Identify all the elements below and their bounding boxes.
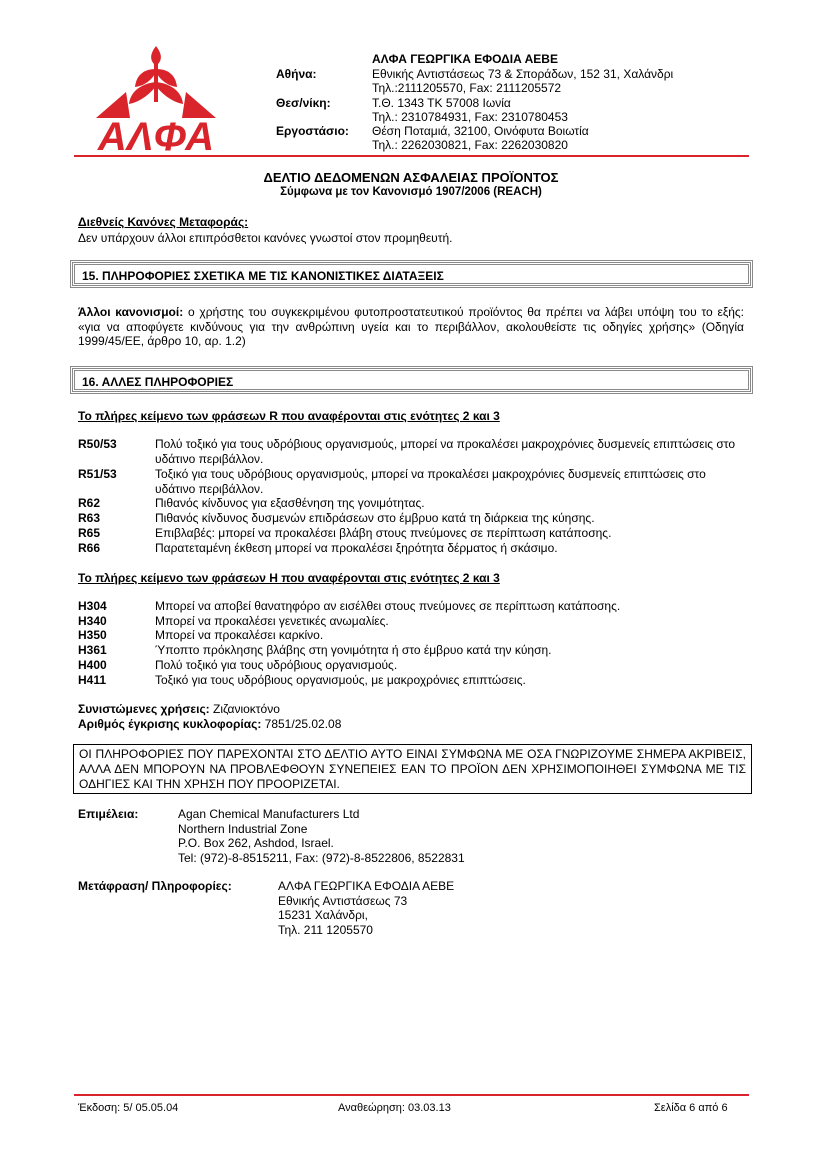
disclaimer-notice: ΟΙ ΠΛΗΡΟΦΟΡΙΕΣ ΠΟΥ ΠΑΡΕΧΟΝΤΑΙ ΣΤΟ ΔΕΛΤΙΟ ΑΥΤΟ ΕΙΝΑΙ ΣΥΜΦΩΝΑ ΜΕ ΟΣΑ ΓΝΩΡΙΖΟΥΜΕ ΣΗΜΕΡΑ ΑΚΡΙΒΕΙΣ, ΑΛΛΑ ΔΕΝ ΜΠΟΡΟΥΝ ΝΑ ΠΡΟΒΛΕΦΘΟΥΝ ΣΥΝΕΠΕΙΕΣ ΕΑΝ ΤΟ ΠΡΟΪΟΝ ΔΕΝ ΧΡΗΣΙΜΟΠΟΙΗΘΕΙ ΣΥΜΦΩΝΑ ΜΕ ΤΙΣ ΟΔΗΓΙΕΣ ΚΑΙ ΤΗΝ ΧΡΗΣΗ ΠΟΥ ΠΡΟΟΡΙΖΕΤΑΙ.	[73, 744, 752, 794]
editor-line: P.O. Box 262, Ashdod, Israel.	[178, 836, 334, 850]
h-phrase-code: H304	[78, 599, 107, 613]
h-phrase-text: Τοξικό για τους υδρόβιους οργανισμούς, με μακροχρόνιες επιπτώσεις.	[155, 673, 526, 687]
r-phrase-text: Πιθανός κίνδυνος για εξασθένηση της γονιμότητας.	[155, 496, 425, 510]
document-subtitle: Σύμφωνα με τον Κανονισμό 1907/2006 (REACH)	[280, 186, 542, 198]
translation-label: Μετάφραση/ Πληροφορίες:	[78, 879, 232, 893]
footer-edition: Έκδοση: 5/ 05.05.04	[78, 1102, 179, 1114]
h-phrase-code: H350	[78, 628, 107, 642]
translation-line: ΑΛΦΑ ΓΕΩΡΓΙΚΑ ΕΦΟΔΙΑ ΑΕΒΕ	[278, 879, 455, 893]
location-factory-line1: Θέση Ποταμιά, 32100, Οινόφυτα Βοιωτία	[372, 124, 589, 138]
h-phrase-code: H400	[78, 658, 107, 672]
footer-revision: Αναθεώρηση: 03.03.13	[338, 1102, 451, 1114]
company-name: ΑΛΦΑ ΓΕΩΡΓΙΚΑ ΕΦΟΔΙΑ ΑΕΒΕ	[372, 52, 558, 66]
location-thessaloniki-line2: Τηλ.: 2310784931, Fax: 2310780453	[372, 110, 568, 124]
r-phrase-text: Επιβλαβές: μπορεί να προκαλέσει βλάβη στους πνεύμονες σε περίπτωση κατάποσης.	[155, 526, 612, 540]
footer-page-number: Σελίδα 6 από 6	[654, 1102, 728, 1114]
h-phrase-text: Ύποπτο πρόκλησης βλάβης στη γονιμότητα ή στο έμβρυο κατά την κύηση.	[155, 643, 552, 657]
h-phrase-text: Μπορεί να αποβεί θανατηφόρο αν εισέλθει στους πνεύμονες σε περίπτωση κατάποσης.	[155, 599, 621, 613]
other-regulations-text: ο χρήστης του συγκεκριμένου φυτοπροστατευτικού προϊόντος θα πρέπει να λάβει υπόψη του το εξής: «για να αποφύγετε κινδύνους για την ανθρώπινη υγεία και το περιβάλλον, ακολουθείστε τις οδηγίες χρήσης» (Οδηγία 1999/45/ΕΕ, άρθρο 10, αρ. 1.2)	[78, 305, 744, 348]
editor-label: Επιμέλεια:	[78, 807, 139, 821]
location-label-thessaloniki: Θεσ/νίκη:	[276, 96, 331, 110]
location-athens-line2: Τηλ.:2111205570, Fax: 2111205572	[372, 81, 562, 95]
r-phrase-code: R63	[78, 511, 101, 525]
editor-line: Agan Chemical Manufacturers Ltd	[178, 807, 360, 821]
recommended-uses-value: Ζιζανιοκτόνο	[209, 702, 280, 716]
r-phrase-code: R51/53	[78, 467, 117, 481]
approval-number-label: Αριθμός έγκρισης κυκλοφορίας:	[78, 717, 262, 731]
r-phrase-text: Πιθανός κίνδυνος δυσμενών επιδράσεων στο έμβρυο κατά τη διάρκεια της κύησης.	[155, 511, 595, 525]
transport-heading: Διεθνείς Κανόνες Μεταφοράς:	[78, 215, 249, 229]
h-phrase-code: H411	[78, 673, 107, 687]
other-regulations-paragraph	[78, 305, 744, 349]
logo-text: ΑΛΦΑ	[97, 115, 215, 154]
footer-divider	[74, 1094, 749, 1096]
r-phrase-code: R66	[78, 541, 101, 555]
r-phrase-text: Τοξικό για τους υδρόβιους οργανισμούς, μπορεί να προκαλέσει μακροχρόνιες δυσμενείς επιπτώσεις στο υδάτινο περιβάλλον.	[155, 467, 706, 496]
location-athens-line1: Εθνικής Αντιστάσεως 73 & Σποράδων, 152 31, Χαλάνδρι	[372, 67, 674, 81]
location-factory-line2: Τηλ.: 2262030821, Fax: 2262030820	[372, 138, 568, 152]
location-thessaloniki-line1: Τ.Θ. 1343 ΤΚ 57008 Ιωνία	[372, 96, 511, 110]
translation-line: 15231 Χαλάνδρι,	[278, 908, 368, 922]
other-regulations-label: Άλλοι κανονισμοί:	[78, 305, 184, 319]
alfa-logo	[86, 44, 226, 154]
location-label-factory: Εργοστάσιο:	[276, 124, 349, 138]
h-phrase-text: Μπορεί να προκαλέσει καρκίνο.	[155, 628, 324, 642]
section-16-title: 16. ΑΛΛΕΣ ΠΛΗΡΟΦΟΡΙΕΣ	[82, 375, 234, 389]
r-phrase-text: Πολύ τοξικό για τους υδρόβιους οργανισμούς, μπορεί να προκαλέσει μακροχρόνιες δυσμενείς επιπτώσεις στο υδάτινο περιβάλλον.	[155, 437, 736, 466]
approval-number-value: 7851/25.02.08	[261, 717, 342, 731]
section-16-header	[70, 366, 753, 394]
h-phrase-code: H361	[78, 643, 107, 657]
editor-line: Northern Industrial Zone	[178, 822, 308, 836]
r-phrases-heading: Το πλήρες κείμενο των φράσεων R που αναφέρονται στις ενότητες 2 και 3	[78, 409, 500, 423]
r-phrase-text: Παρατεταμένη έκθεση μπορεί να προκαλέσει ξηρότητα δέρματος ή σκάσιμο.	[155, 541, 558, 555]
recommended-uses	[78, 702, 280, 716]
editor-line: Tel: (972)-8-8515211, Fax: (972)-8-8522806, 8522831	[178, 851, 465, 865]
r-phrase-code: R50/53	[78, 437, 117, 451]
r-phrase-code: R65	[78, 526, 101, 540]
translation-line: Εθνικής Αντιστάσεως 73	[278, 894, 408, 908]
h-phrase-text: Μπορεί να προκαλέσει γενετικές ανωμαλίες.	[155, 614, 389, 628]
translation-line: Τηλ. 211 1205570	[278, 923, 373, 937]
section-15-title: 15. ΠΛΗΡΟΦΟΡΙΕΣ ΣΧΕΤΙΚΑ ΜΕ ΤΙΣ ΚΑΝΟΝΙΣΤΙΚΕΣ ΔΙΑΤΑΞΕΙΣ	[82, 269, 444, 283]
h-phrases-heading: Το πλήρες κείμενο των φράσεων Η που αναφέρονται στις ενότητες 2 και 3	[78, 571, 500, 585]
location-label-athens: Αθήνα:	[276, 67, 317, 81]
header-divider	[74, 155, 749, 157]
r-phrase-code: R62	[78, 496, 101, 510]
approval-number	[78, 717, 341, 731]
document-title: ΔΕΛΤΙΟ ΔΕΔΟΜΕΝΩΝ ΑΣΦΑΛΕΙΑΣ ΠΡΟΪΟΝΤΟΣ	[263, 170, 559, 185]
recommended-uses-label: Συνιστώμενες χρήσεις:	[78, 702, 210, 716]
transport-text: Δεν υπάρχουν άλλοι επιπρόσθετοι κανόνες γνωστοί στον προμηθευτή.	[78, 231, 453, 245]
h-phrase-code: H340	[78, 614, 107, 628]
section-15-header	[70, 260, 753, 288]
h-phrase-text: Πολύ τοξικό για τους υδρόβιους οργανισμούς.	[155, 658, 398, 672]
